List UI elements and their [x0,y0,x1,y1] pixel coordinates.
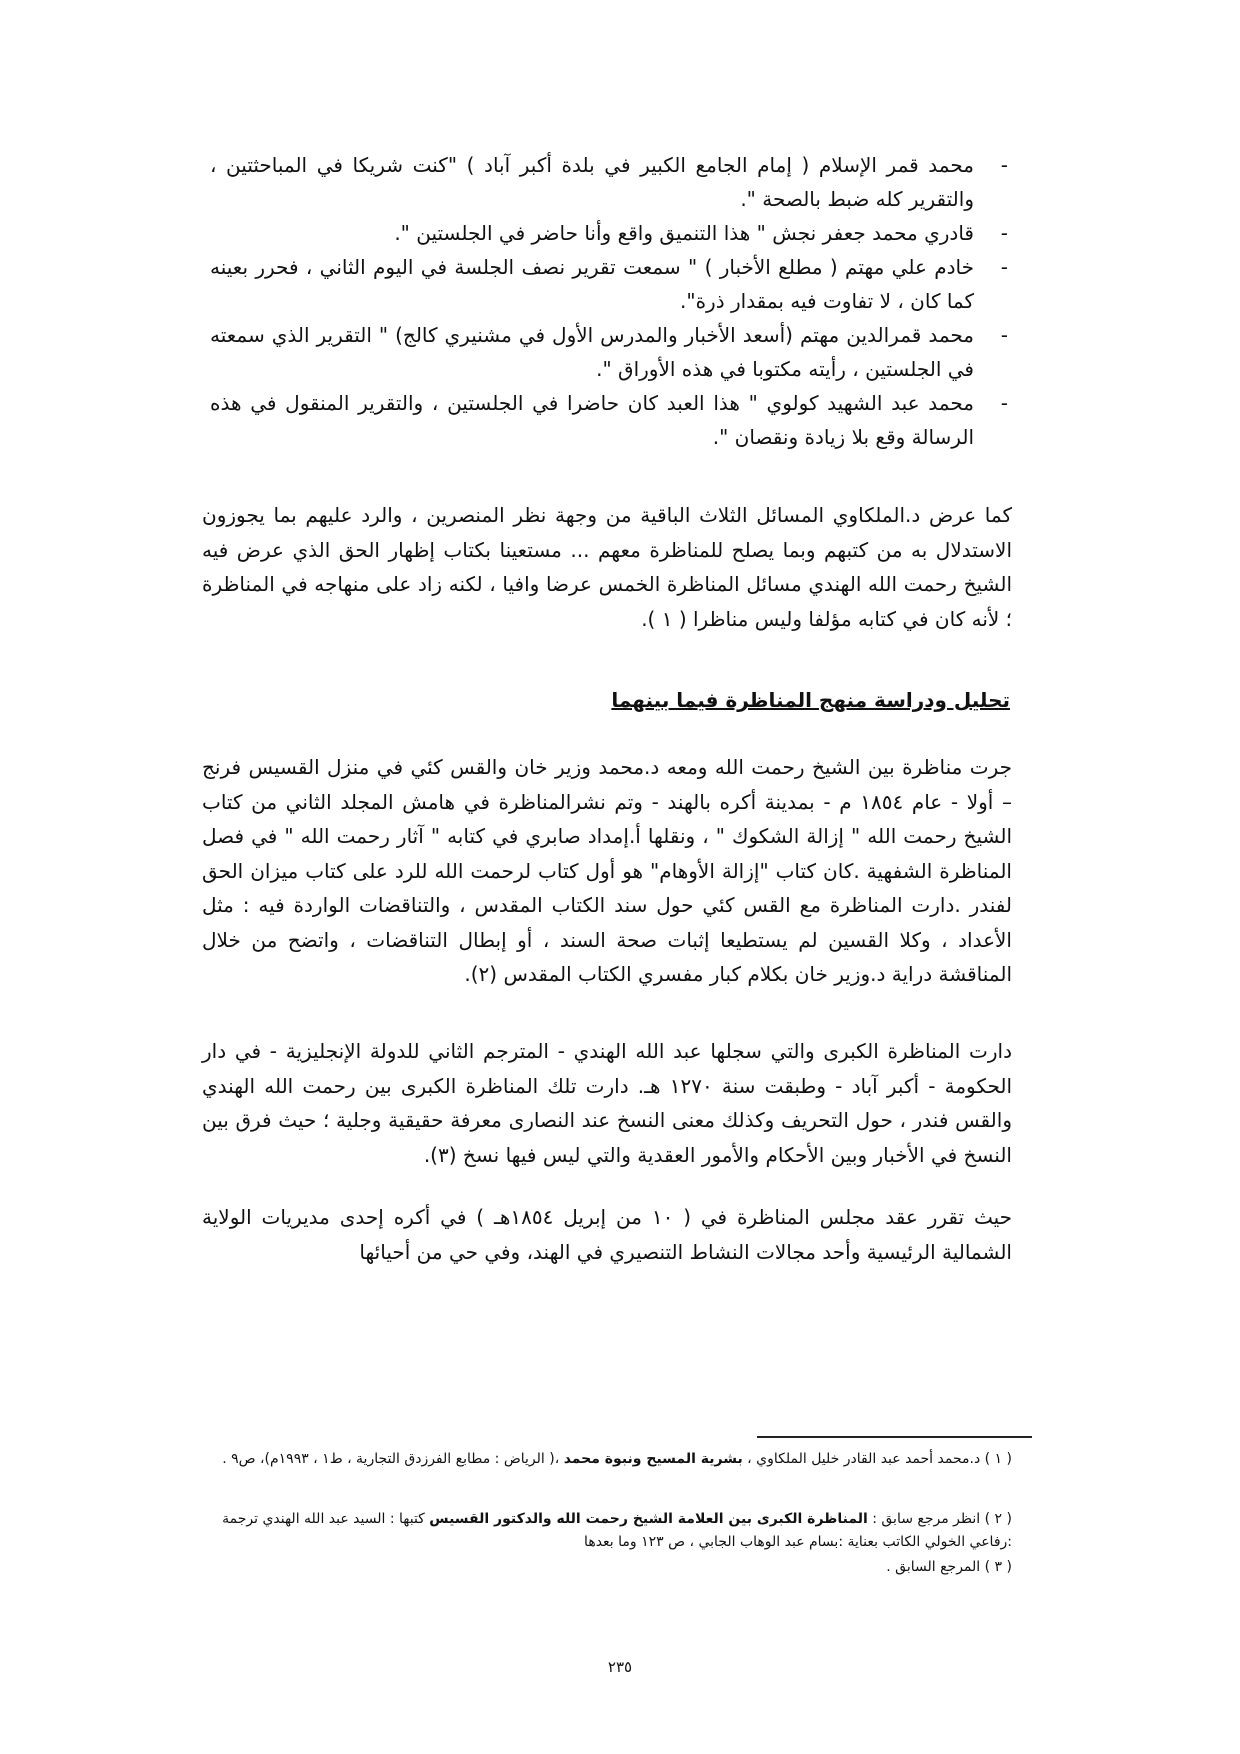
list-item: - محمد عبد الشهيد كولوي " هذا العبد كان حاضرا في الجلستين ، والتقرير المنقول في هذه الرسالة وقع بلا زيادة ونقصان ". [210,386,1010,454]
paragraph-4: حيث تقرر عقد مجلس المناظرة في ( ١٠ من إبريل ١٨٥٤هـ ) في أكره إحدى مديريات الولاية الشمالية الرئيسية وأحد مجالات النشاط التنصيري في الهند، وفي حي من أحيائها [202,1205,1013,1264]
footnote-1: ( ١ ) د.محمد أحمد عبد القادر خليل الملكاوي ، بشرية المسيح ونبوة محمد ،( الرياض : مطابع الفرزدق التجارية ، ط١ ، ١٩٩٣م)، ص٩ . [222,1451,1012,1467]
list-item: - قادري محمد جعفر نجش " هذا التنميق واقع وأنا حاضر في الجلستين ". [210,216,1010,250]
witness-list [210,148,1010,454]
footnote-2: ( ٢ ) انظر مرجع سابق : المناظرة الكبرى بين العلامة الشيخ رحمت الله والدكتور القسيس كتبها : السيد عبد الله الهندي ترجمة :رفاعي الخولي الكاتب بعناية :بسام عبد الوهاب الجابي ، ص ١٢٣ وما بعدها [222,1511,1012,1550]
paragraph-3: دارت المناظرة الكبرى والتي سجلها عبد الله الهندي - المترجم الثاني للدولة الإنجليزية - في دار الحكومة - أكبر آباد - وطبقت سنة ١٢٧٠ هـ. دارت تلك المناظرة الكبرى بين رحمت الله الهندي والقس فندر ، حول التحريف وكذلك معنى النسخ عند النصارى معرفة حقيقية وجلية ؛ حيث فرق بين النسخ في الأخبار وبين الأحكام والأمور العقدية والتي ليس فيها نسخ (٣). [202,1039,1012,1167]
footnote-3: ( ٣ ) المرجع السابق . [886,1559,1012,1575]
footnote-divider [757,1436,1032,1438]
section-heading: تحليل ودراسة منهج المناظرة فيما بينهما [611,688,1010,712]
paragraph-1: كما عرض د.الملكاوي المسائل الثلاث الباقية من وجهة نظر المنصرين ، والرد عليهم بما يجوزون الاستدلال به من كتبهم وبما يصلح للمناظرة معهم ... مستعينا بكتاب إظهار الحق الذي عرض فيه الشيخ رحمت الله الهندي مسائل المناظرة الخمس عرضا وافيا ، لكنه زاد على منهاجه في المناظرة ؛ لأنه كان في كتابه مؤلفا وليس مناظرا ( ١ ). [202,503,1012,631]
list-item: - محمد قمرالدين مهتم (أسعد الأخبار والمدرس الأول في مشنيري كالج) " التقرير الذي سمعته في الجلستين ، رأيته مكتوبا في هذه الأوراق ". [210,318,1010,386]
page-number: ٢٣٥ [607,1658,633,1676]
list-item: - محمد قمر الإسلام ( إمام الجامع الكبير في بلدة أكبر آباد ) "كنت شريكا في المباحثتين ، والتقرير كله ضبط بالصحة ". [210,148,1010,216]
paragraph-2: جرت مناظرة بين الشيخ رحمت الله ومعه د.محمد وزير خان والقس كئي في منزل القسيس فرنج – أولا - عام ١٨٥٤ م - بمدينة أكره بالهند - وتم نشرالمناظرة في هامش المجلد الثاني من كتاب الشيخ رحمت الله " إزالة الشكوك " ، ونقلها أ.إمداد صابري في كتابه " آثار رحمت الله " في فصل المناظرة الشفهية .كان كتاب "إزالة الأوهام" هو أول كتاب لرحمت الله للرد على كتاب ميزان الحق لفندر .دارت المناظرة مع القس كئي حول سند الكتاب المقدس ، والتناقضات الواردة فيه : مثل الأعداد ، وكلا القسين لم يستطيعا إثبات صحة السند ، أو إبطال التناقضات ، واتضح من خلال المناقشة دراية د.وزير خان بكلام كبار مفسري الكتاب المقدس (٢). [202,755,1012,986]
list-item: - خادم علي مهتم ( مطلع الأخبار ) " سمعت تقرير نصف الجلسة في اليوم الثاني ، فحرر بعينه كما كان ، لا تفاوت فيه بمقدار ذرة". [210,250,1010,318]
